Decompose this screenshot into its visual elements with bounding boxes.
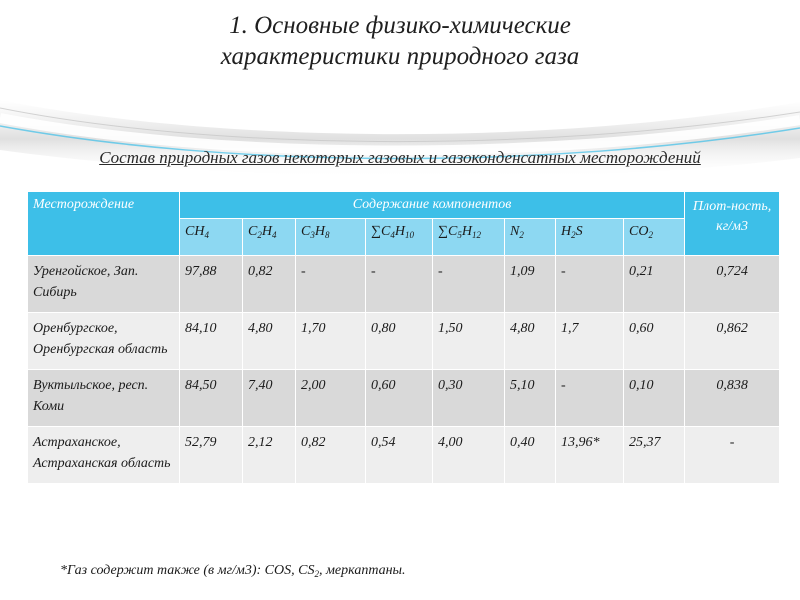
density-cell: 0,724 [685,256,780,313]
component-value-cell: - [296,256,366,313]
component-value-cell: 13,96* [556,427,624,484]
formula-part: 4 [271,230,277,240]
footnote-text: *Газ содержит также (в мг/м3): COS, CS [60,563,315,578]
slide-title [0,10,800,72]
footnote [60,563,406,579]
table-row [28,313,780,370]
gas-composition-table [27,191,780,484]
component-value-cell: 0,21 [624,256,685,313]
formula-part: C [301,224,311,239]
slide-title-line2: характеристики природного газа [220,43,580,70]
component-value-cell: - [433,256,505,313]
header-field: Месторождение [28,192,180,256]
component-value-cell: 52,79 [180,427,243,484]
component-value-cell: - [366,256,433,313]
formula-part: 5 [457,230,462,240]
component-value-cell: 5,10 [505,370,556,427]
table-row [28,256,780,313]
formula-header-cell [243,219,296,256]
formula-part: 2 [519,230,524,240]
formula-part: 10 [404,230,414,240]
component-value-cell: 0,30 [433,370,505,427]
component-value-cell: 1,09 [505,256,556,313]
component-value-cell: 1,70 [296,313,366,370]
component-value-cell: - [556,256,624,313]
component-value-cell: 0,82 [243,256,296,313]
footnote-sub: 2 [314,569,319,579]
formula-part: C [447,224,458,239]
density-cell: - [685,427,780,484]
density-cell: 0,838 [685,370,780,427]
formula-part: H [314,224,325,239]
field-name-cell: Вуктыльское, респ. Коми [28,370,180,427]
component-value-cell: 4,00 [433,427,505,484]
slide-title-line1: 1. Основные физико-химические [229,12,571,39]
component-value-cell: 4,80 [243,313,296,370]
formula-part: H [261,224,272,239]
formula-part: H [394,224,405,239]
formula-part: S [575,224,583,239]
component-value-cell: 0,54 [366,427,433,484]
formula-header-cell [296,219,366,256]
formula-header-cell [433,219,505,256]
decorative-swoosh [0,80,800,190]
component-value-cell: 2,12 [243,427,296,484]
field-name-cell: Оренбургское, Оренбургская область [28,313,180,370]
formula-part: H [561,224,572,239]
formula-header-cell [556,219,624,256]
formula-part: CO [629,224,649,239]
formula-header-cell [624,219,685,256]
header-components: Содержание компонентов [180,192,685,219]
component-value-cell: 84,10 [180,313,243,370]
component-value-cell: 25,37 [624,427,685,484]
component-value-cell: 7,40 [243,370,296,427]
component-value-cell: 2,00 [296,370,366,427]
component-value-cell: 0,10 [624,370,685,427]
component-value-cell: 0,80 [366,313,433,370]
formula-part: N [510,224,520,239]
formula-header-cell [366,219,433,256]
component-value-cell: 0,82 [296,427,366,484]
table-caption: Состав природных газов некоторых газовых и газоконденсатных месторождений [99,148,701,167]
component-value-cell: 4,80 [505,313,556,370]
field-name-cell: Астраханское, Астраханская область [28,427,180,484]
formula-part: ∑ [438,224,448,239]
header-density: Плот-ность, кг/м3 [685,192,780,256]
formula-part: 4 [204,230,209,240]
component-value-cell: 0,40 [505,427,556,484]
table-row [28,427,780,484]
formula-part: 8 [324,230,330,240]
component-value-cell: 1,7 [556,313,624,370]
component-value-cell: 1,50 [433,313,505,370]
density-cell: 0,862 [685,313,780,370]
component-value-cell: 0,60 [366,370,433,427]
formula-part: C [248,224,258,239]
component-value-cell: 0,60 [624,313,685,370]
table-row [28,370,780,427]
formula-part: ∑ [371,224,381,239]
formula-part: 12 [471,230,481,240]
formula-part: 2 [571,230,576,240]
component-value-cell: 97,88 [180,256,243,313]
formula-part: H [461,224,472,239]
formula-part: 3 [310,230,315,240]
formula-part: 2 [648,230,653,240]
field-name-cell: Уренгойское, Зап. Сибирь [28,256,180,313]
formula-part: C [380,224,391,239]
component-value-cell: - [556,370,624,427]
formula-header-cell [505,219,556,256]
formula-part: 4 [390,230,395,240]
footnote-tail: , меркаптаны. [318,563,406,578]
formula-part: CH [185,224,205,239]
formula-part: 2 [257,230,262,240]
table-body [28,256,780,484]
formula-header-cell [180,219,243,256]
component-value-cell: 84,50 [180,370,243,427]
